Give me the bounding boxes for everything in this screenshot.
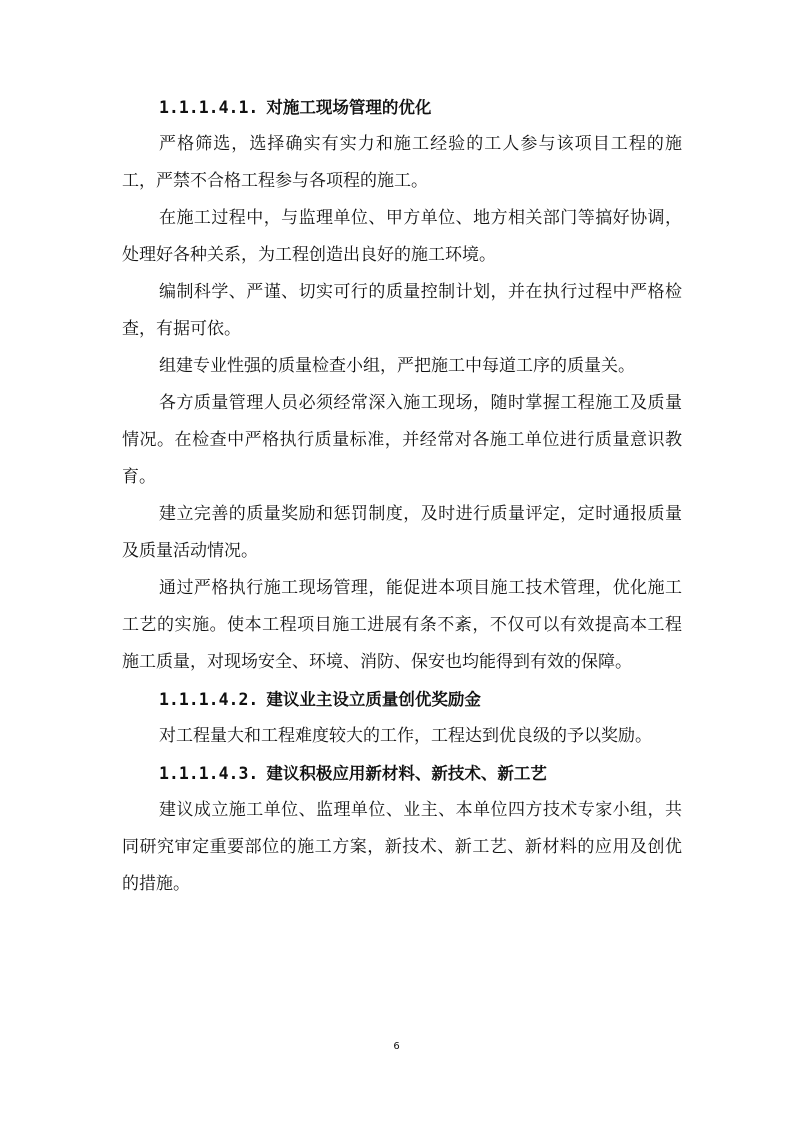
section-title: 建议积极应用新材料、新技术、新工艺 — [266, 764, 547, 783]
paragraph: 建立完善的质量奖励和惩罚制度，及时进行质量评定，定时通报质量及质量活动情况。 — [122, 504, 682, 561]
paragraph: 对工程量大和工程难度较大的工作，工程达到优良级的予以奖励。 — [159, 726, 652, 746]
paragraph: 组建专业性强的质量检查小组，严把施工中每道工序的质量关。 — [159, 356, 635, 376]
paragraph: 严格筛选，选择确实有实力和施工经验的工人参与该项目工程的施工，严禁不合格工程参与各项程的施工。 — [122, 134, 682, 191]
paragraph: 编制科学、严谨、切实可行的质量控制计划，并在执行过程中严格检查，有据可依。 — [122, 282, 682, 339]
page-number: 6 — [393, 1041, 400, 1052]
paragraph: 通过严格执行施工现场管理，能促进本项目施工技术管理，优化施工工艺的实施。使本工程项目施工进展有条不紊，不仅可以有效提高本工程施工质量，对现场安全、环境、消防、保安也均能得到有效的保障。 — [122, 578, 682, 672]
section-number: 1.1.1.4.2. — [159, 690, 259, 709]
section-title: 建议业主设立质量创优奖励金 — [266, 690, 481, 709]
section-number: 1.1.1.4.1. — [159, 98, 259, 117]
page-content — [122, 89, 682, 903]
section-heading-2 — [122, 681, 682, 718]
section-title: 对施工现场管理的优化 — [266, 98, 432, 117]
section-heading-1 — [122, 89, 682, 126]
section-number: 1.1.1.4.3. — [159, 764, 259, 783]
paragraph: 各方质量管理人员必须经常深入施工现场，随时掌握工程施工及质量情况。在检查中严格执行质量标准，并经常对各施工单位进行质量意识教育。 — [122, 393, 682, 487]
paragraph: 建议成立施工单位、监理单位、业主、本单位四方技术专家小组，共同研究审定重要部位的施工方案，新技术、新工艺、新材料的应用及创优的措施。 — [122, 800, 682, 894]
section-heading-3 — [122, 755, 682, 792]
paragraph: 在施工过程中，与监理单位、甲方单位、地方相关部门等搞好协调，处理好各种关系，为工程创造出良好的施工环境。 — [122, 208, 682, 265]
